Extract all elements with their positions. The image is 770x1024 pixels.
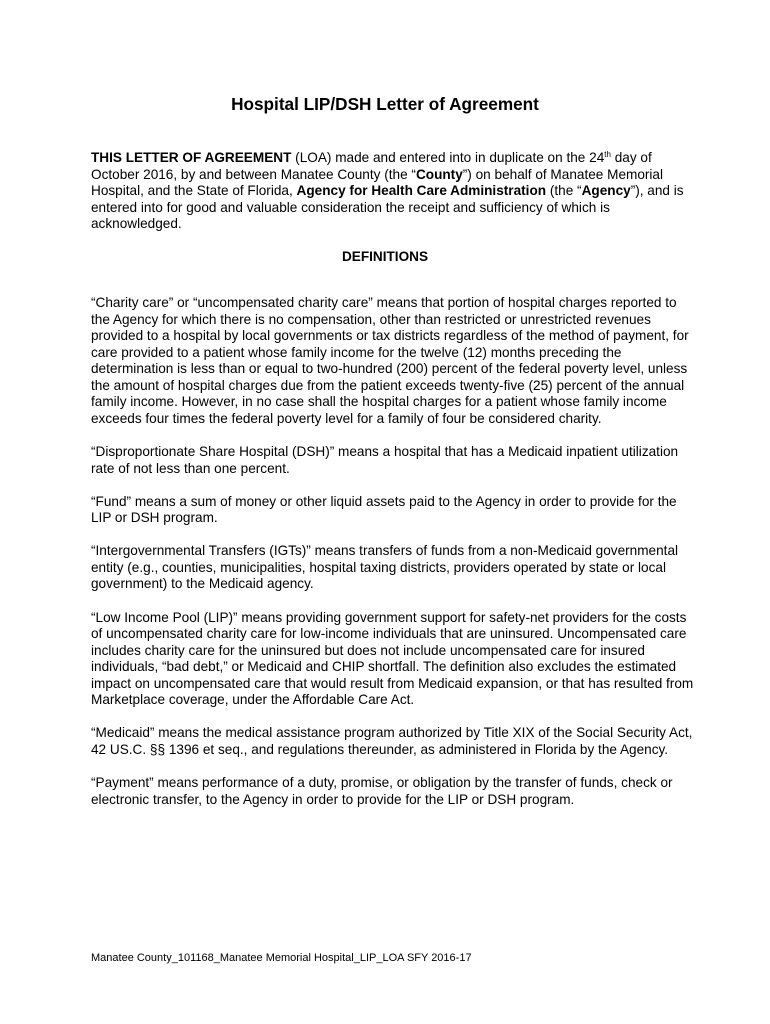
definition-payment: “Payment” means performance of a duty, promise, or obligation by the transfer of funds, check or electronic transfer, to the Agency in order to provide for the LIP or DSH program. (91, 775, 673, 807)
definition-medicaid: “Medicaid” means the medical assistance program authorized by Title XIX of the Social Security Act, 42 US.C. §§ 1396 et seq., and regulations thereunder, as administered in Florida by the Agency. (91, 725, 693, 757)
agency-full-name: Agency for Health Care Administration (296, 183, 547, 199)
definition-charity-care: “Charity care” or “uncompensated charity care” means that portion of hospital charges reported to the Agency for which there is no compensation, other than restricted or unrestricted revenues provided to a hospital by local governments or tax districts regardless of the method of payment, for care provided to a patient whose family income for the twelve (12) months preceding the determination is less than or equal to two-hundred (200) percent of the federal poverty level, unless the amount of hospital charges due from the patient exceeds twenty-five (25) percent of the annual family income. However, in no case shall the hospital charges for a patient whose family income exceeds four times the federal poverty level for a family of four be considered charity. (91, 295, 689, 426)
definitions-heading: DEFINITIONS (341, 249, 429, 264)
definition-lip: “Low Income Pool (LIP)” means providing government support for safety-net providers for the costs of uncompensated charity care for low-income individuals that are uninsured. Uncompensated care includes charity care for the uninsured but does not include uncompensated care for insured individuals, “bad debt,” or Medicaid and CHIP shortfall. The definition also excludes the estimated impact on uncompensated care that would result from Medicaid expansion, or that has resulted from Marketplace coverage, under the Affordable Care Act. (91, 609, 694, 708)
document-title: Hospital LIP/DSH Letter of Agreement (231, 94, 539, 114)
definition-fund: “Fund” means a sum of money or other liquid assets paid to the Agency in order to provide for the LIP or DSH program. (91, 493, 677, 526)
intro-text-1: (LOA) made and entered into in duplicate on the 24 (291, 150, 605, 165)
county-term: County (415, 166, 463, 182)
intro-text-3: ”) on behalf of Manatee Memorial Hospital, and the State of Florida, (91, 166, 664, 199)
intro-text-4: (the “ (546, 183, 582, 199)
intro-paragraph (91, 150, 695, 233)
intro-text-2: day of October 2016, by and between Manatee County (the “ (91, 150, 652, 182)
definition-dsh: “Disproportionate Share Hospital (DSH)” means a hospital that has a Medicaid inpatient utilization rate of not less than one percent. (91, 443, 679, 476)
ordinal-suffix: th (604, 150, 611, 159)
definition-igts: “Intergovernmental Transfers (IGTs)” means transfers of funds from a non-Medicaid governmental entity (e.g., counties, municipalities, hospital taxing districts, providers operated by state or local government) to the Medicaid agency. (91, 543, 679, 592)
agency-term: Agency (581, 183, 631, 199)
intro-lead: THIS LETTER OF AGREEMENT (91, 150, 292, 165)
definitions-list (91, 295, 695, 825)
page-footer: Manatee County_101168_Manatee Memorial Hospital_LIP_LOA SFY 2016-17 (91, 952, 472, 964)
intro-text-5: ”), and is entered into for good and valuable consideration the receipt and sufficiency of which is acknowledged. (91, 183, 684, 232)
